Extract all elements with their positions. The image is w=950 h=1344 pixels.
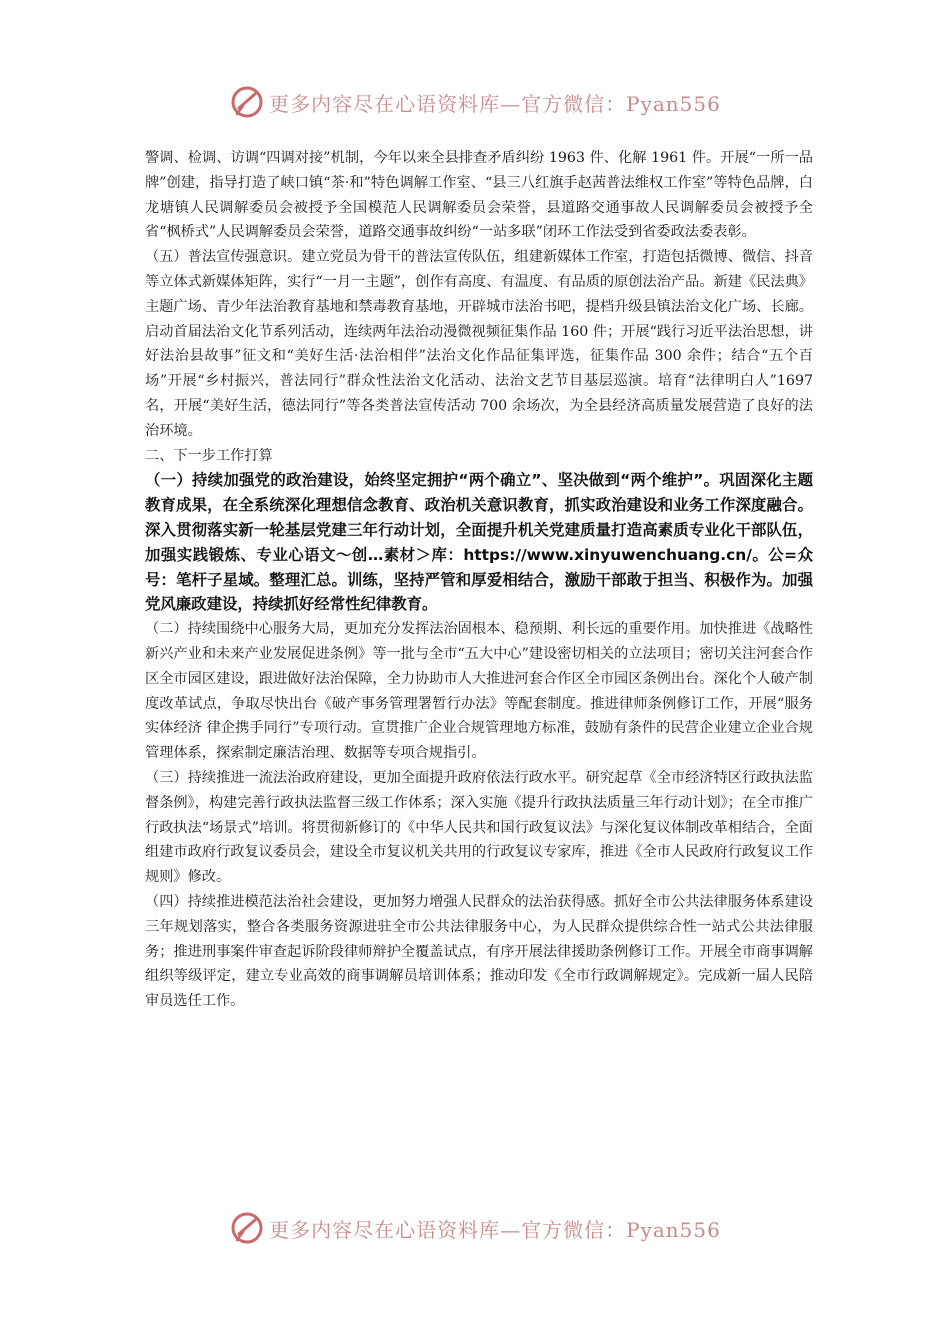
section-heading: 二、下一步工作打算 xyxy=(145,447,273,464)
paragraph-4: （二）持续围绕中心服务大局，更加充分发挥法治固根本、稳预期、利长远的重要作用。加快推进《战略性新兴产业和未来产业发展促进条例》等一批与全市“五大中心”建设密切相关的立法项目；密切关注河套合作区全市园区建设，跟进做好法治保障，全力协助市人大推进河套合作区全市园区条例出台。深化个人破产制度改革试点，争取尽快出台《破产事务管理署暂行办法》等配套制度。推进律师条例修订工作，开展“服务实体经济 律企携手同行”专项行动。宣贯推广企业合规管理地方标准，鼓励有条件的民营企业建立企业合规管理体系，探索制定廉洁治理、数据等专项合规指引。 xyxy=(145,621,813,762)
banner-text: 更多内容尽在心语资料库—官方微信：Pyan556 xyxy=(269,1217,721,1242)
header-banner xyxy=(0,82,950,122)
paragraph-6: （四）持续推进模范法治社会建设，更加努力增强人民群众的法治获得感。抓好全市公共法律服务体系建设三年规划落实，整合各类服务资源进驻全市公共法律服务中心，为人民群众提供综合性一站式公共法律服务；推进刑事案件审查起诉阶段律师辩护全覆盖试点，有序开展法律援助条例修订工作。开展全市商事调解组织等级评定，建立专业高效的商事调解员培训体系；推动印发《全市行政调解规定》。完成新一届人民陪审员选任工作。 xyxy=(145,893,813,1010)
banner-text: 更多内容尽在心语资料库—官方微信：Pyan556 xyxy=(269,91,721,116)
logo-icon xyxy=(229,84,265,120)
paragraph-3-bold: （一）持续加强党的政治建设，始终坚定拥护“两个确立”、坚决做到“两个维护”。巩固深化主题教育成果，在全系统深化理想信念教育、政治机关意识教育，抓实政治建设和业务工作深度融合。深入贯彻落实新一轮基层党建三年行动计划，全面提升机关党建质量打造高素质专业化干部队伍，加强实践锻炼、专业心语文～创…素材＞库：https://www.xinyuwenchuang.cn/。公=众号：笔杆子星域。整理汇总。训练，坚持严管和厚爱相结合，激励干部敢于担当、积极作为。加强党风廉政建设，持续抓好经常性纪律教育。 xyxy=(145,471,813,614)
footer-banner xyxy=(0,1208,950,1248)
paragraph-5: （三）持续推进一流法治政府建设，更加全面提升政府依法行政水平。研究起草《全市经济特区行政执法监督条例》，构建完善行政执法监督三级工作体系；深入实施《提升行政执法质量三年行动计划》；在全市推广行政执法“场景式”培训。将贯彻新修订的《中华人民共和国行政复议法》与深化复议体制改革相结合，全面组建市政府行政复议委员会，建设全市复议机关共用的行政复议专家库，推进《全市人民政府行政复议工作规则》修改。 xyxy=(145,769,813,886)
paragraph-2: （五）普法宣传强意识。建立党员为骨干的普法宣传队伍，组建新媒体工作室，打造包括微博、微信、抖音等立体式新媒体矩阵，实行“一月一主题”，创作有高度、有温度、有品质的原创法治产品。新建《民法典》主题广场、青少年法治教育基地和禁毒教育基地，开辟城市法治书吧，提档升级县镇法治文化广场、长廊。启动首届法治文化节系列活动，连续两年法治动漫微视频征集作品 160 件；开展“践行习近平法治思想，讲好法治县故事”征文和“美好生活·法治相伴”法治文化作品征集评选，征集作品 300 余件；结合“五个百场”开展“乡村振兴，普法同行”群众性法治文化活动、法治文艺节目基层巡演。培育“法律明白人”1697 名，开展“美好生活，德法同行”等各类普法宣传活动 700 余场次，为全县经济高质量发展营造了良好的法治环境。 xyxy=(145,249,813,439)
paragraph-1: 警调、检调、访调“四调对接”机制，今年以来全县排查矛盾纠纷 1963 件、化解 1961 件。开展“一所一品牌”创建，指导打造了峡口镇“茶·和”特色调解工作室、“县三八红旗手赵茜普法维权工作室”等特色品牌，白龙塘镇人民调解委员会被授予全国模范人民调解委员会荣誉，县道路交通事故人民调解委员会被授予全省“枫桥式”人民调解委员会荣誉，道路交通事故纠纷“一站多联”闭环工作法受到省委政法委表彰。 xyxy=(145,150,813,241)
document-body xyxy=(145,146,813,1014)
logo-icon xyxy=(229,1210,265,1246)
